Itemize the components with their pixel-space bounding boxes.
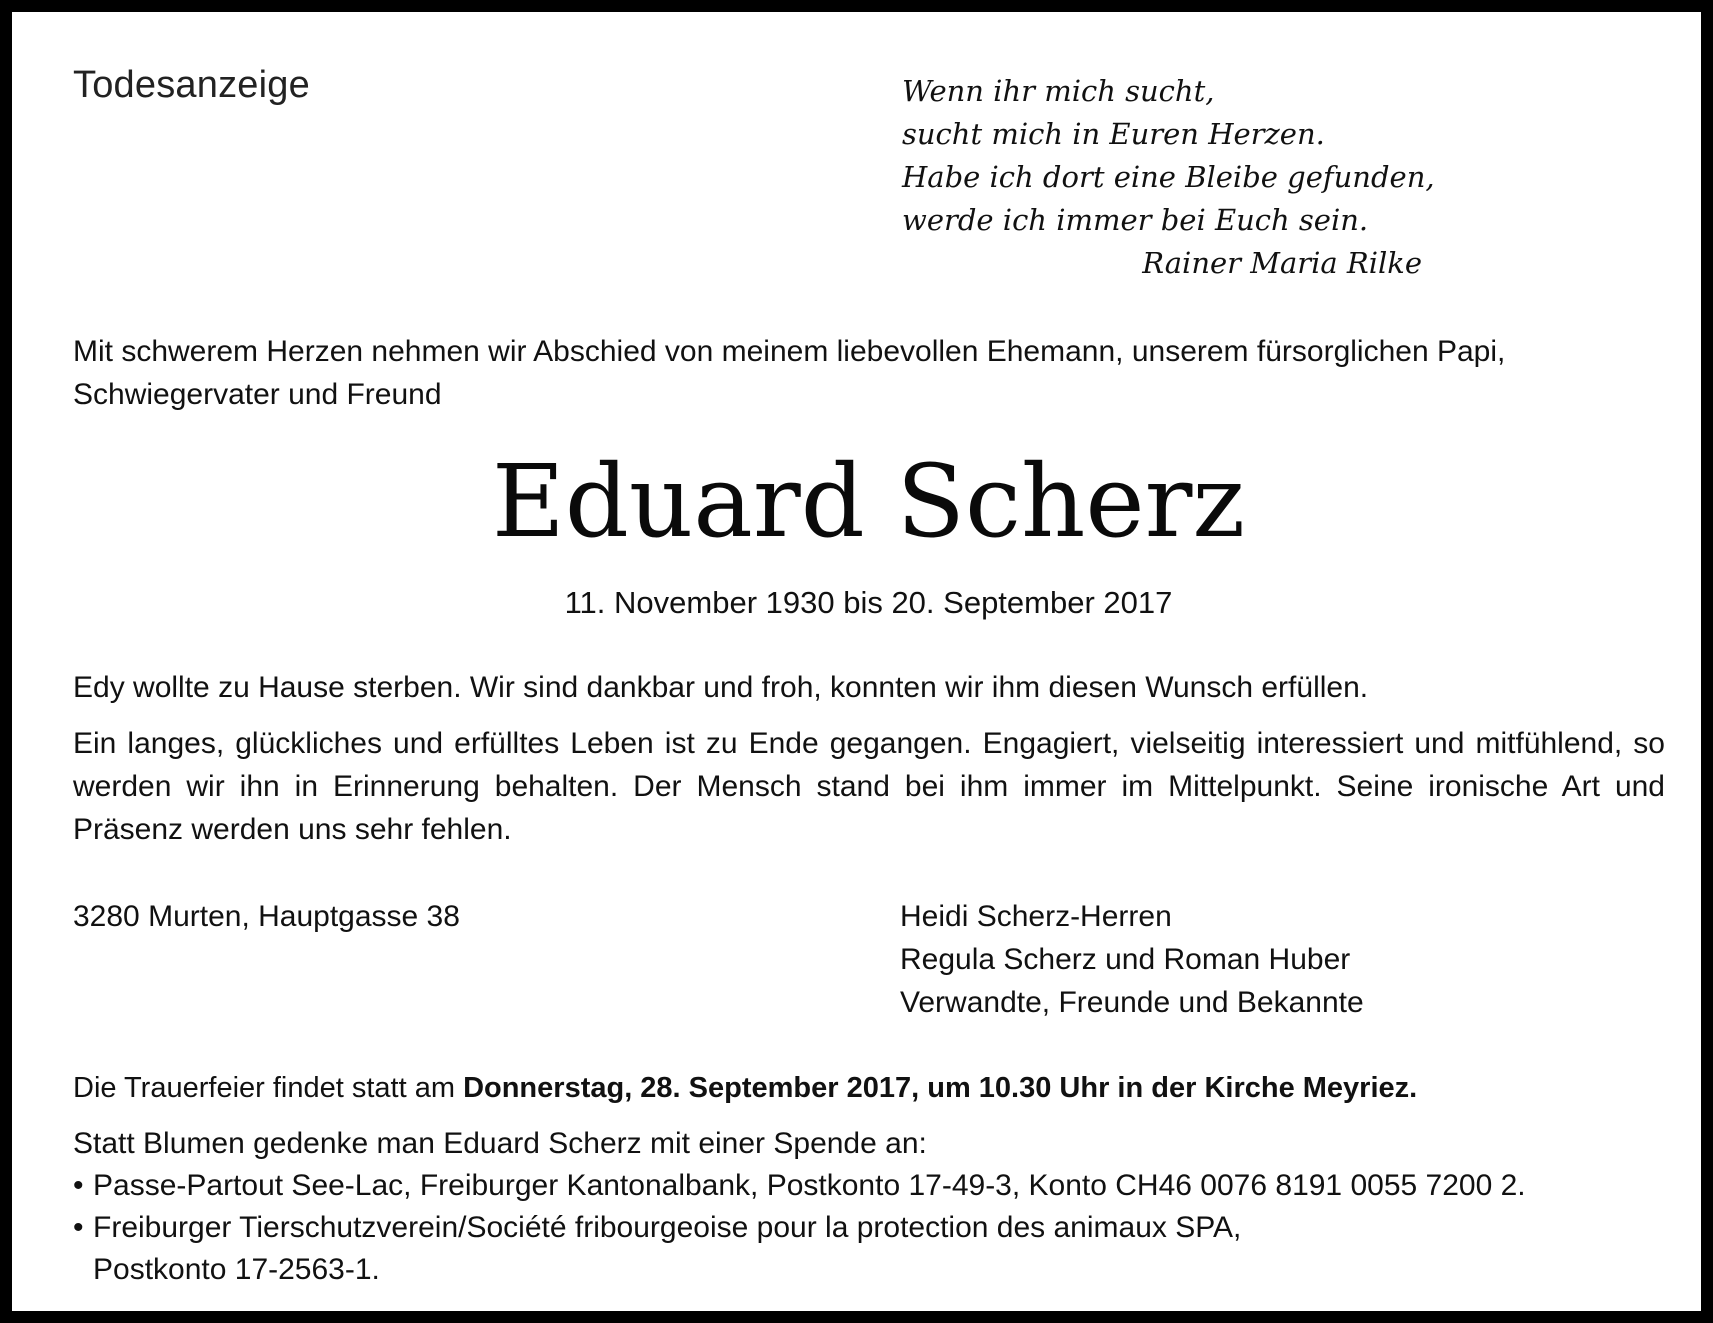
poem-line: Wenn ihr mich sucht, bbox=[902, 74, 1215, 108]
donation-intro: Statt Blumen gedenke man Eduard Scherz mit einer Spende an: bbox=[73, 1127, 927, 1160]
donation-item-text: Postkonto 17-2563-1. bbox=[93, 1253, 380, 1286]
mourner-name: Verwandte, Freunde und Bekannte bbox=[900, 986, 1364, 1019]
notice-type-label: Todesanzeige bbox=[73, 64, 310, 106]
poem-line: sucht mich in Euren Herzen. bbox=[902, 117, 1325, 151]
deceased-name: Eduard Scherz bbox=[491, 443, 1246, 560]
mourner-name: Heidi Scherz-Herren bbox=[900, 900, 1172, 933]
poem-line: Habe ich dort eine Bleibe gefunden, bbox=[902, 160, 1435, 194]
bullet-icon: • bbox=[73, 1169, 84, 1202]
mourners-list bbox=[900, 895, 1364, 1024]
funeral-ceremony-info bbox=[73, 1067, 1417, 1110]
donation-list bbox=[73, 1165, 1693, 1291]
ceremony-prefix: Die Trauerfeier findet statt am bbox=[73, 1072, 464, 1104]
intro-line: Schwiegervater und Freund bbox=[73, 378, 442, 411]
donation-item bbox=[73, 1165, 1693, 1207]
paragraph-wish: Edy wollte zu Hause sterben. Wir sind dankbar und froh, konnten wir ihm diesen Wunsch erfüllen. bbox=[73, 671, 1369, 704]
donation-item bbox=[73, 1207, 1693, 1291]
poem-line: werde ich immer bei Euch sein. bbox=[902, 203, 1369, 237]
mourner-name: Regula Scherz und Roman Huber bbox=[900, 943, 1351, 976]
ceremony-details: Donnerstag, 28. September 2017, um 10.30 Uhr in der Kirche Meyriez. bbox=[463, 1072, 1418, 1104]
donation-item-text: Freiburger Tierschutzverein/Société fribourgeoise pour la protection des animaux SPA, bbox=[93, 1211, 1242, 1244]
donation-info bbox=[73, 1123, 1693, 1291]
intro-line: Mit schwerem Herzen nehmen wir Abschied von meinem liebevollen Ehemann, unserem fürsorglichen Papi, bbox=[73, 335, 1506, 368]
family-address: 3280 Murten, Hauptgasse 38 bbox=[73, 900, 460, 933]
bullet-icon: • bbox=[73, 1211, 84, 1244]
life-dates: 11. November 1930 bis 20. September 2017 bbox=[564, 585, 1173, 620]
intro-text bbox=[73, 330, 1673, 416]
poem-quote bbox=[902, 70, 1435, 285]
donation-item-text: Passe-Partout See-Lac, Freiburger Kantonalbank, Postkonto 17-49-3, Konto CH46 0076 8191 0055 7200 2. bbox=[93, 1169, 1526, 1202]
paragraph-tribute: Ein langes, glückliches und erfülltes Leben ist zu Ende gegangen. Engagiert, vielseitig interessiert und mitfühlend, so werden wir ihn in Erinnerung behalten. Der Mensch stand bei ihm immer im Mittelpunkt. Seine ironische Art und Präsenz werden uns sehr fehlen. bbox=[73, 727, 1665, 846]
poem-author: Rainer Maria Rilke bbox=[1142, 246, 1422, 280]
